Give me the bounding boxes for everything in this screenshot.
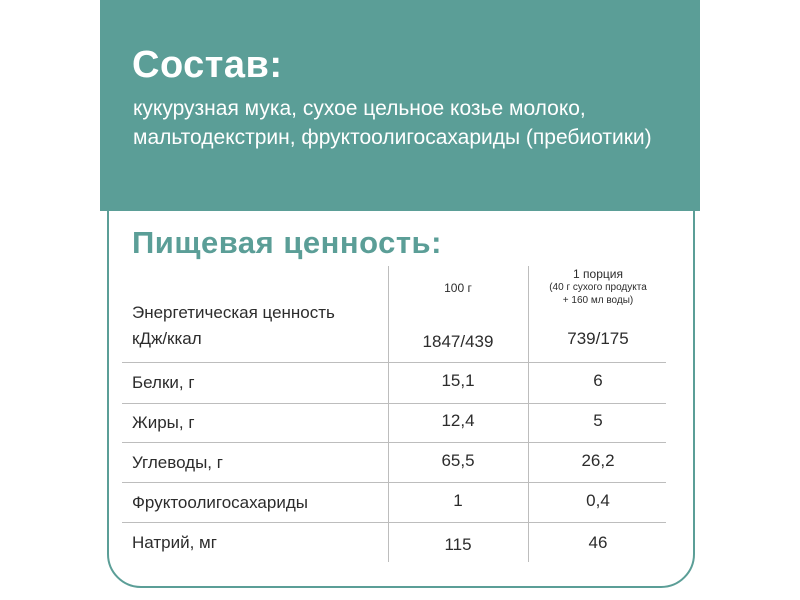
- header-portion-note: + 160 мл воды): [562, 295, 634, 306]
- header-100g: 100 г: [444, 281, 472, 295]
- nutrition-title: Пищевая ценность:: [132, 225, 442, 260]
- value-100g: 1847/439: [422, 332, 494, 351]
- composition-title: Состав:: [132, 44, 283, 86]
- value-100g: 1: [453, 491, 463, 510]
- value-100g: 65,5: [441, 451, 475, 470]
- row-label: кДж/ккал: [132, 329, 202, 348]
- value-100g: 115: [444, 535, 472, 554]
- value-portion: 0,4: [586, 491, 610, 510]
- header-portion: 1 порция: [573, 267, 623, 281]
- row-divider: [122, 522, 666, 523]
- value-100g: 15,1: [441, 371, 475, 390]
- row-label: Жиры, г: [132, 413, 195, 432]
- row-label: Энергетическая ценность: [132, 303, 335, 322]
- value-100g: 12,4: [441, 411, 475, 430]
- value-portion: 739/175: [567, 329, 629, 348]
- row-label: Фруктоолигосахариды: [132, 493, 308, 512]
- composition-panel: [100, 0, 700, 211]
- row-divider: [122, 482, 666, 483]
- row-label: Белки, г: [132, 373, 195, 392]
- row-label: Углеводы, г: [132, 453, 223, 472]
- row-label: Натрий, мг: [132, 533, 217, 552]
- value-portion: 6: [593, 371, 603, 390]
- row-divider: [122, 362, 666, 363]
- value-portion: 26,2: [581, 451, 615, 470]
- header-portion-note: (40 г сухого продукта: [549, 282, 647, 293]
- value-portion: 46: [588, 533, 608, 552]
- composition-text: кукурузная мука, сухое цельное козье молоко, мальтодекстрин, фруктоолигосахариды (пребиотики): [133, 97, 652, 149]
- row-divider: [122, 403, 666, 404]
- value-portion: 5: [593, 411, 603, 430]
- row-divider: [122, 442, 666, 443]
